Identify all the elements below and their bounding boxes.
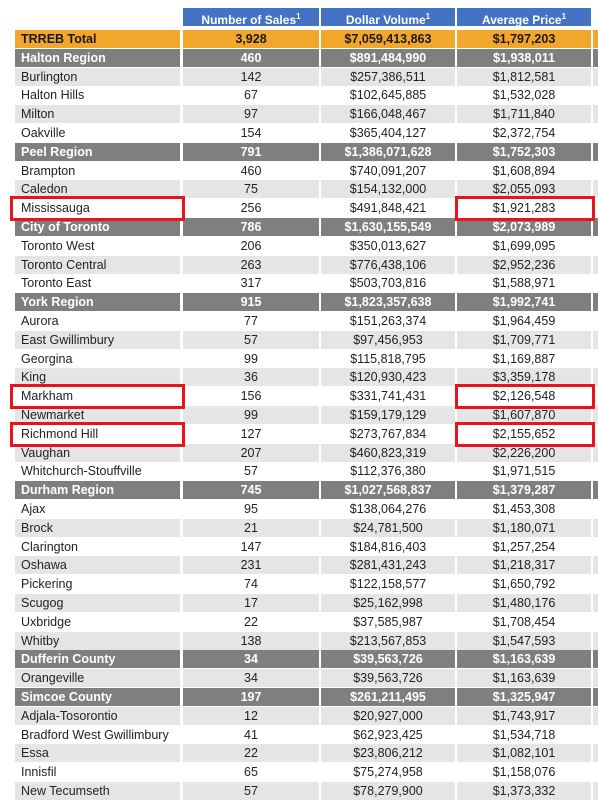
total-row — [0, 30, 598, 48]
volume-cell: $102,645,885 — [321, 86, 455, 104]
table-row — [0, 632, 598, 650]
row-edge — [593, 425, 598, 443]
table-row — [0, 162, 598, 180]
table-row — [0, 350, 598, 368]
price-cell: $1,992,741 — [457, 293, 591, 311]
table-row — [0, 556, 598, 574]
row-edge — [593, 688, 598, 706]
sales-cell: 197 — [183, 688, 319, 706]
municipality-cell: Whitby — [15, 632, 180, 650]
municipality-cell: Mississauga — [15, 199, 180, 217]
municipality-cell: Richmond Hill — [15, 425, 180, 443]
municipality-cell: Brampton — [15, 162, 180, 180]
municipality-cell: King — [15, 368, 180, 386]
region-row — [0, 143, 598, 161]
sales-cell: 745 — [183, 481, 319, 499]
row-edge — [593, 293, 598, 311]
volume-cell: $120,930,423 — [321, 368, 455, 386]
sales-cell: 97 — [183, 105, 319, 123]
row-edge — [593, 68, 598, 86]
sales-cell: 12 — [183, 707, 319, 725]
region-row — [0, 688, 598, 706]
price-cell: $1,453,308 — [457, 500, 591, 518]
sales-cell: 67 — [183, 86, 319, 104]
sales-cell: 791 — [183, 143, 319, 161]
volume-cell: $23,806,212 — [321, 744, 455, 762]
price-cell: $1,709,771 — [457, 331, 591, 349]
region-row — [0, 49, 598, 67]
row-edge — [593, 462, 598, 480]
price-cell: $1,373,332 — [457, 782, 591, 800]
sales-cell: 36 — [183, 368, 319, 386]
sales-cell: 256 — [183, 199, 319, 217]
row-edge — [593, 274, 598, 292]
municipality-cell: Halton Hills — [15, 86, 180, 104]
table-header — [0, 8, 598, 26]
sales-cell: 138 — [183, 632, 319, 650]
sales-cell: 57 — [183, 462, 319, 480]
table-row — [0, 406, 598, 424]
volume-cell: $1,823,357,638 — [321, 293, 455, 311]
header-volume-label: Dollar Volume — [345, 13, 426, 26]
row-edge — [593, 350, 598, 368]
municipality-cell: Vaughan — [15, 444, 180, 462]
volume-cell: $24,781,500 — [321, 519, 455, 537]
sales-cell: 460 — [183, 162, 319, 180]
sales-cell: 142 — [183, 68, 319, 86]
table-row — [0, 180, 598, 198]
municipality-cell: Bradford West Gwillimbury — [15, 726, 180, 744]
sales-cell: 65 — [183, 763, 319, 781]
municipality-cell: City of Toronto — [15, 218, 180, 236]
volume-cell: $1,630,155,549 — [321, 218, 455, 236]
table-row — [0, 519, 598, 537]
table-row — [0, 594, 598, 612]
price-cell: $2,155,652 — [457, 425, 591, 443]
municipality-cell: Markham — [15, 387, 180, 405]
row-edge — [593, 538, 598, 556]
volume-cell: $62,923,425 — [321, 726, 455, 744]
price-cell: $1,608,894 — [457, 162, 591, 180]
volume-cell: $261,211,495 — [321, 688, 455, 706]
price-cell: $1,964,459 — [457, 312, 591, 330]
volume-cell: $331,741,431 — [321, 387, 455, 405]
municipality-cell: Oshawa — [15, 556, 180, 574]
sales-cell: 57 — [183, 782, 319, 800]
table-row — [0, 199, 598, 217]
price-cell: $1,163,639 — [457, 669, 591, 687]
volume-cell: $273,767,834 — [321, 425, 455, 443]
sales-cell: 34 — [183, 669, 319, 687]
row-edge — [593, 707, 598, 725]
volume-cell: $159,179,129 — [321, 406, 455, 424]
volume-cell: $20,927,000 — [321, 707, 455, 725]
row-edge — [593, 669, 598, 687]
price-cell: $2,073,989 — [457, 218, 591, 236]
volume-cell: $37,585,987 — [321, 613, 455, 631]
row-edge — [593, 481, 598, 499]
footnote-mark: 1 — [561, 12, 567, 21]
row-edge — [593, 744, 598, 762]
region-row — [0, 293, 598, 311]
municipality-cell: Brock — [15, 519, 180, 537]
header-cell-price — [457, 8, 591, 26]
price-cell: $2,126,548 — [457, 387, 591, 405]
price-cell: $1,325,947 — [457, 688, 591, 706]
municipality-cell: Toronto Central — [15, 256, 180, 274]
municipality-cell: New Tecumseth — [15, 782, 180, 800]
price-cell: $1,650,792 — [457, 575, 591, 593]
volume-cell: $39,563,726 — [321, 669, 455, 687]
sales-cell: 3,928 — [183, 30, 319, 48]
municipality-cell: Adjala-Tosorontio — [15, 707, 180, 725]
price-cell: $1,708,454 — [457, 613, 591, 631]
price-cell: $1,158,076 — [457, 763, 591, 781]
table-row — [0, 726, 598, 744]
volume-cell: $1,027,568,837 — [321, 481, 455, 499]
price-cell: $1,607,870 — [457, 406, 591, 424]
sales-cell: 95 — [183, 500, 319, 518]
region-row — [0, 650, 598, 668]
volume-cell: $184,816,403 — [321, 538, 455, 556]
price-cell: $1,534,718 — [457, 726, 591, 744]
volume-cell: $213,567,853 — [321, 632, 455, 650]
row-edge — [593, 199, 598, 217]
municipality-cell: Peel Region — [15, 143, 180, 161]
sales-cell: 915 — [183, 293, 319, 311]
price-cell: $1,797,203 — [457, 30, 591, 48]
table-row — [0, 613, 598, 631]
table-row — [0, 237, 598, 255]
table-row — [0, 331, 598, 349]
row-edge — [593, 180, 598, 198]
row-edge — [593, 237, 598, 255]
table-row — [0, 425, 598, 443]
table-row — [0, 368, 598, 386]
row-edge — [593, 782, 598, 800]
table-row — [0, 444, 598, 462]
price-cell: $1,169,887 — [457, 350, 591, 368]
municipality-cell: Oakville — [15, 124, 180, 142]
row-edge — [593, 368, 598, 386]
price-cell: $1,532,028 — [457, 86, 591, 104]
sales-cell: 22 — [183, 744, 319, 762]
municipality-cell: Newmarket — [15, 406, 180, 424]
row-edge — [593, 519, 598, 537]
municipality-cell: Uxbridge — [15, 613, 180, 631]
table-row — [0, 274, 598, 292]
row-edge — [593, 726, 598, 744]
sales-cell: 41 — [183, 726, 319, 744]
volume-cell: $740,091,207 — [321, 162, 455, 180]
row-edge — [593, 86, 598, 104]
sales-cell: 21 — [183, 519, 319, 537]
price-cell: $1,547,593 — [457, 632, 591, 650]
municipality-cell: Toronto West — [15, 237, 180, 255]
volume-cell: $25,162,998 — [321, 594, 455, 612]
sales-cell: 57 — [183, 331, 319, 349]
sales-cell: 22 — [183, 613, 319, 631]
municipality-cell: TRREB Total — [15, 30, 180, 48]
price-cell: $1,711,840 — [457, 105, 591, 123]
municipality-cell: Clarington — [15, 538, 180, 556]
price-cell: $2,055,093 — [457, 180, 591, 198]
price-cell: $1,588,971 — [457, 274, 591, 292]
table-row — [0, 312, 598, 330]
row-edge — [593, 256, 598, 274]
sales-cell: 263 — [183, 256, 319, 274]
volume-cell: $115,818,795 — [321, 350, 455, 368]
table-row — [0, 763, 598, 781]
municipality-cell: Burlington — [15, 68, 180, 86]
municipality-cell: Orangeville — [15, 669, 180, 687]
municipality-cell: Dufferin County — [15, 650, 180, 668]
municipality-cell: East Gwillimbury — [15, 331, 180, 349]
row-edge — [593, 162, 598, 180]
sales-cell: 154 — [183, 124, 319, 142]
table-row — [0, 68, 598, 86]
sales-cell: 207 — [183, 444, 319, 462]
volume-cell: $365,404,127 — [321, 124, 455, 142]
row-edge — [593, 312, 598, 330]
price-cell: $1,082,101 — [457, 744, 591, 762]
municipality-cell: Simcoe County — [15, 688, 180, 706]
sales-cell: 231 — [183, 556, 319, 574]
volume-cell: $503,703,816 — [321, 274, 455, 292]
municipality-cell: Toronto East — [15, 274, 180, 292]
price-cell: $1,163,639 — [457, 650, 591, 668]
volume-cell: $7,059,413,863 — [321, 30, 455, 48]
row-edge — [593, 500, 598, 518]
municipality-cell: Aurora — [15, 312, 180, 330]
row-edge — [593, 556, 598, 574]
row-edge — [593, 406, 598, 424]
volume-cell: $112,376,380 — [321, 462, 455, 480]
price-cell: $1,743,917 — [457, 707, 591, 725]
volume-cell: $491,848,421 — [321, 199, 455, 217]
row-edge — [593, 444, 598, 462]
sales-cell: 156 — [183, 387, 319, 405]
sales-cell: 127 — [183, 425, 319, 443]
volume-cell: $39,563,726 — [321, 650, 455, 668]
row-edge — [593, 105, 598, 123]
volume-cell: $166,048,467 — [321, 105, 455, 123]
table-row — [0, 86, 598, 104]
price-cell: $1,752,303 — [457, 143, 591, 161]
volume-cell: $78,279,900 — [321, 782, 455, 800]
row-edge — [593, 331, 598, 349]
price-cell: $1,379,287 — [457, 481, 591, 499]
table-row — [0, 744, 598, 762]
table-row — [0, 256, 598, 274]
row-edge — [593, 218, 598, 236]
row-edge — [593, 49, 598, 67]
table-row — [0, 538, 598, 556]
volume-cell: $257,386,511 — [321, 68, 455, 86]
volume-cell: $281,431,243 — [321, 556, 455, 574]
footnote-mark: 1 — [425, 12, 431, 21]
row-edge — [593, 763, 598, 781]
price-cell: $1,180,071 — [457, 519, 591, 537]
volume-cell: $776,438,106 — [321, 256, 455, 274]
price-cell: $2,952,236 — [457, 256, 591, 274]
price-cell: $1,218,317 — [457, 556, 591, 574]
table-row — [0, 575, 598, 593]
table-row — [0, 105, 598, 123]
municipality-cell: Halton Region — [15, 49, 180, 67]
table-row — [0, 707, 598, 725]
price-cell: $1,257,254 — [457, 538, 591, 556]
table-row — [0, 500, 598, 518]
price-cell: $1,480,176 — [457, 594, 591, 612]
row-edge — [593, 30, 598, 48]
price-cell: $3,359,178 — [457, 368, 591, 386]
volume-cell: $122,158,577 — [321, 575, 455, 593]
row-edge — [593, 594, 598, 612]
table-row — [0, 782, 598, 800]
header-cell-sales — [183, 8, 319, 26]
municipality-cell: Whitchurch-Stouffville — [15, 462, 180, 480]
municipality-cell: Caledon — [15, 180, 180, 198]
table-row — [0, 387, 598, 405]
table-row — [0, 462, 598, 480]
municipality-cell: Essa — [15, 744, 180, 762]
row-edge — [593, 143, 598, 161]
price-cell: $1,938,011 — [457, 49, 591, 67]
volume-cell: $97,456,953 — [321, 331, 455, 349]
price-cell: $1,699,095 — [457, 237, 591, 255]
sales-cell: 99 — [183, 406, 319, 424]
row-edge — [593, 613, 598, 631]
row-edge — [593, 650, 598, 668]
volume-cell: $151,263,374 — [321, 312, 455, 330]
municipality-cell: Milton — [15, 105, 180, 123]
sales-cell: 460 — [183, 49, 319, 67]
row-edge — [593, 575, 598, 593]
region-row — [0, 481, 598, 499]
header-sales-label: Number of Sales — [201, 13, 297, 26]
sales-cell: 206 — [183, 237, 319, 255]
volume-cell: $460,823,319 — [321, 444, 455, 462]
municipality-cell: Ajax — [15, 500, 180, 518]
sales-cell: 34 — [183, 650, 319, 668]
municipality-cell: Pickering — [15, 575, 180, 593]
volume-cell: $75,274,958 — [321, 763, 455, 781]
volume-cell: $138,064,276 — [321, 500, 455, 518]
municipality-cell: Durham Region — [15, 481, 180, 499]
region-row — [0, 218, 598, 236]
sales-cell: 17 — [183, 594, 319, 612]
row-edge — [593, 632, 598, 650]
sales-cell: 75 — [183, 180, 319, 198]
price-cell: $1,921,283 — [457, 199, 591, 217]
row-edge — [593, 124, 598, 142]
municipality-cell: York Region — [15, 293, 180, 311]
sales-cell: 99 — [183, 350, 319, 368]
footnote-mark: 1 — [296, 12, 301, 21]
volume-cell: $891,484,990 — [321, 49, 455, 67]
table-row — [0, 124, 598, 142]
table-row — [0, 669, 598, 687]
price-cell: $1,812,581 — [457, 68, 591, 86]
municipality-cell: Innisfil — [15, 763, 180, 781]
header-cell-region — [15, 8, 180, 26]
sales-cell: 317 — [183, 274, 319, 292]
price-cell: $1,971,515 — [457, 462, 591, 480]
sales-cell: 786 — [183, 218, 319, 236]
sales-cell: 77 — [183, 312, 319, 330]
header-cell-volume — [321, 8, 455, 26]
volume-cell: $154,132,000 — [321, 180, 455, 198]
header-price-label: Average Price — [481, 13, 562, 26]
price-cell: $2,372,754 — [457, 124, 591, 142]
municipality-cell: Scugog — [15, 594, 180, 612]
municipality-cell: Georgina — [15, 350, 180, 368]
sales-cell: 74 — [183, 575, 319, 593]
row-edge — [593, 387, 598, 405]
sales-cell: 147 — [183, 538, 319, 556]
volume-cell: $1,386,071,628 — [321, 143, 455, 161]
volume-cell: $350,013,627 — [321, 237, 455, 255]
price-cell: $2,226,200 — [457, 444, 591, 462]
